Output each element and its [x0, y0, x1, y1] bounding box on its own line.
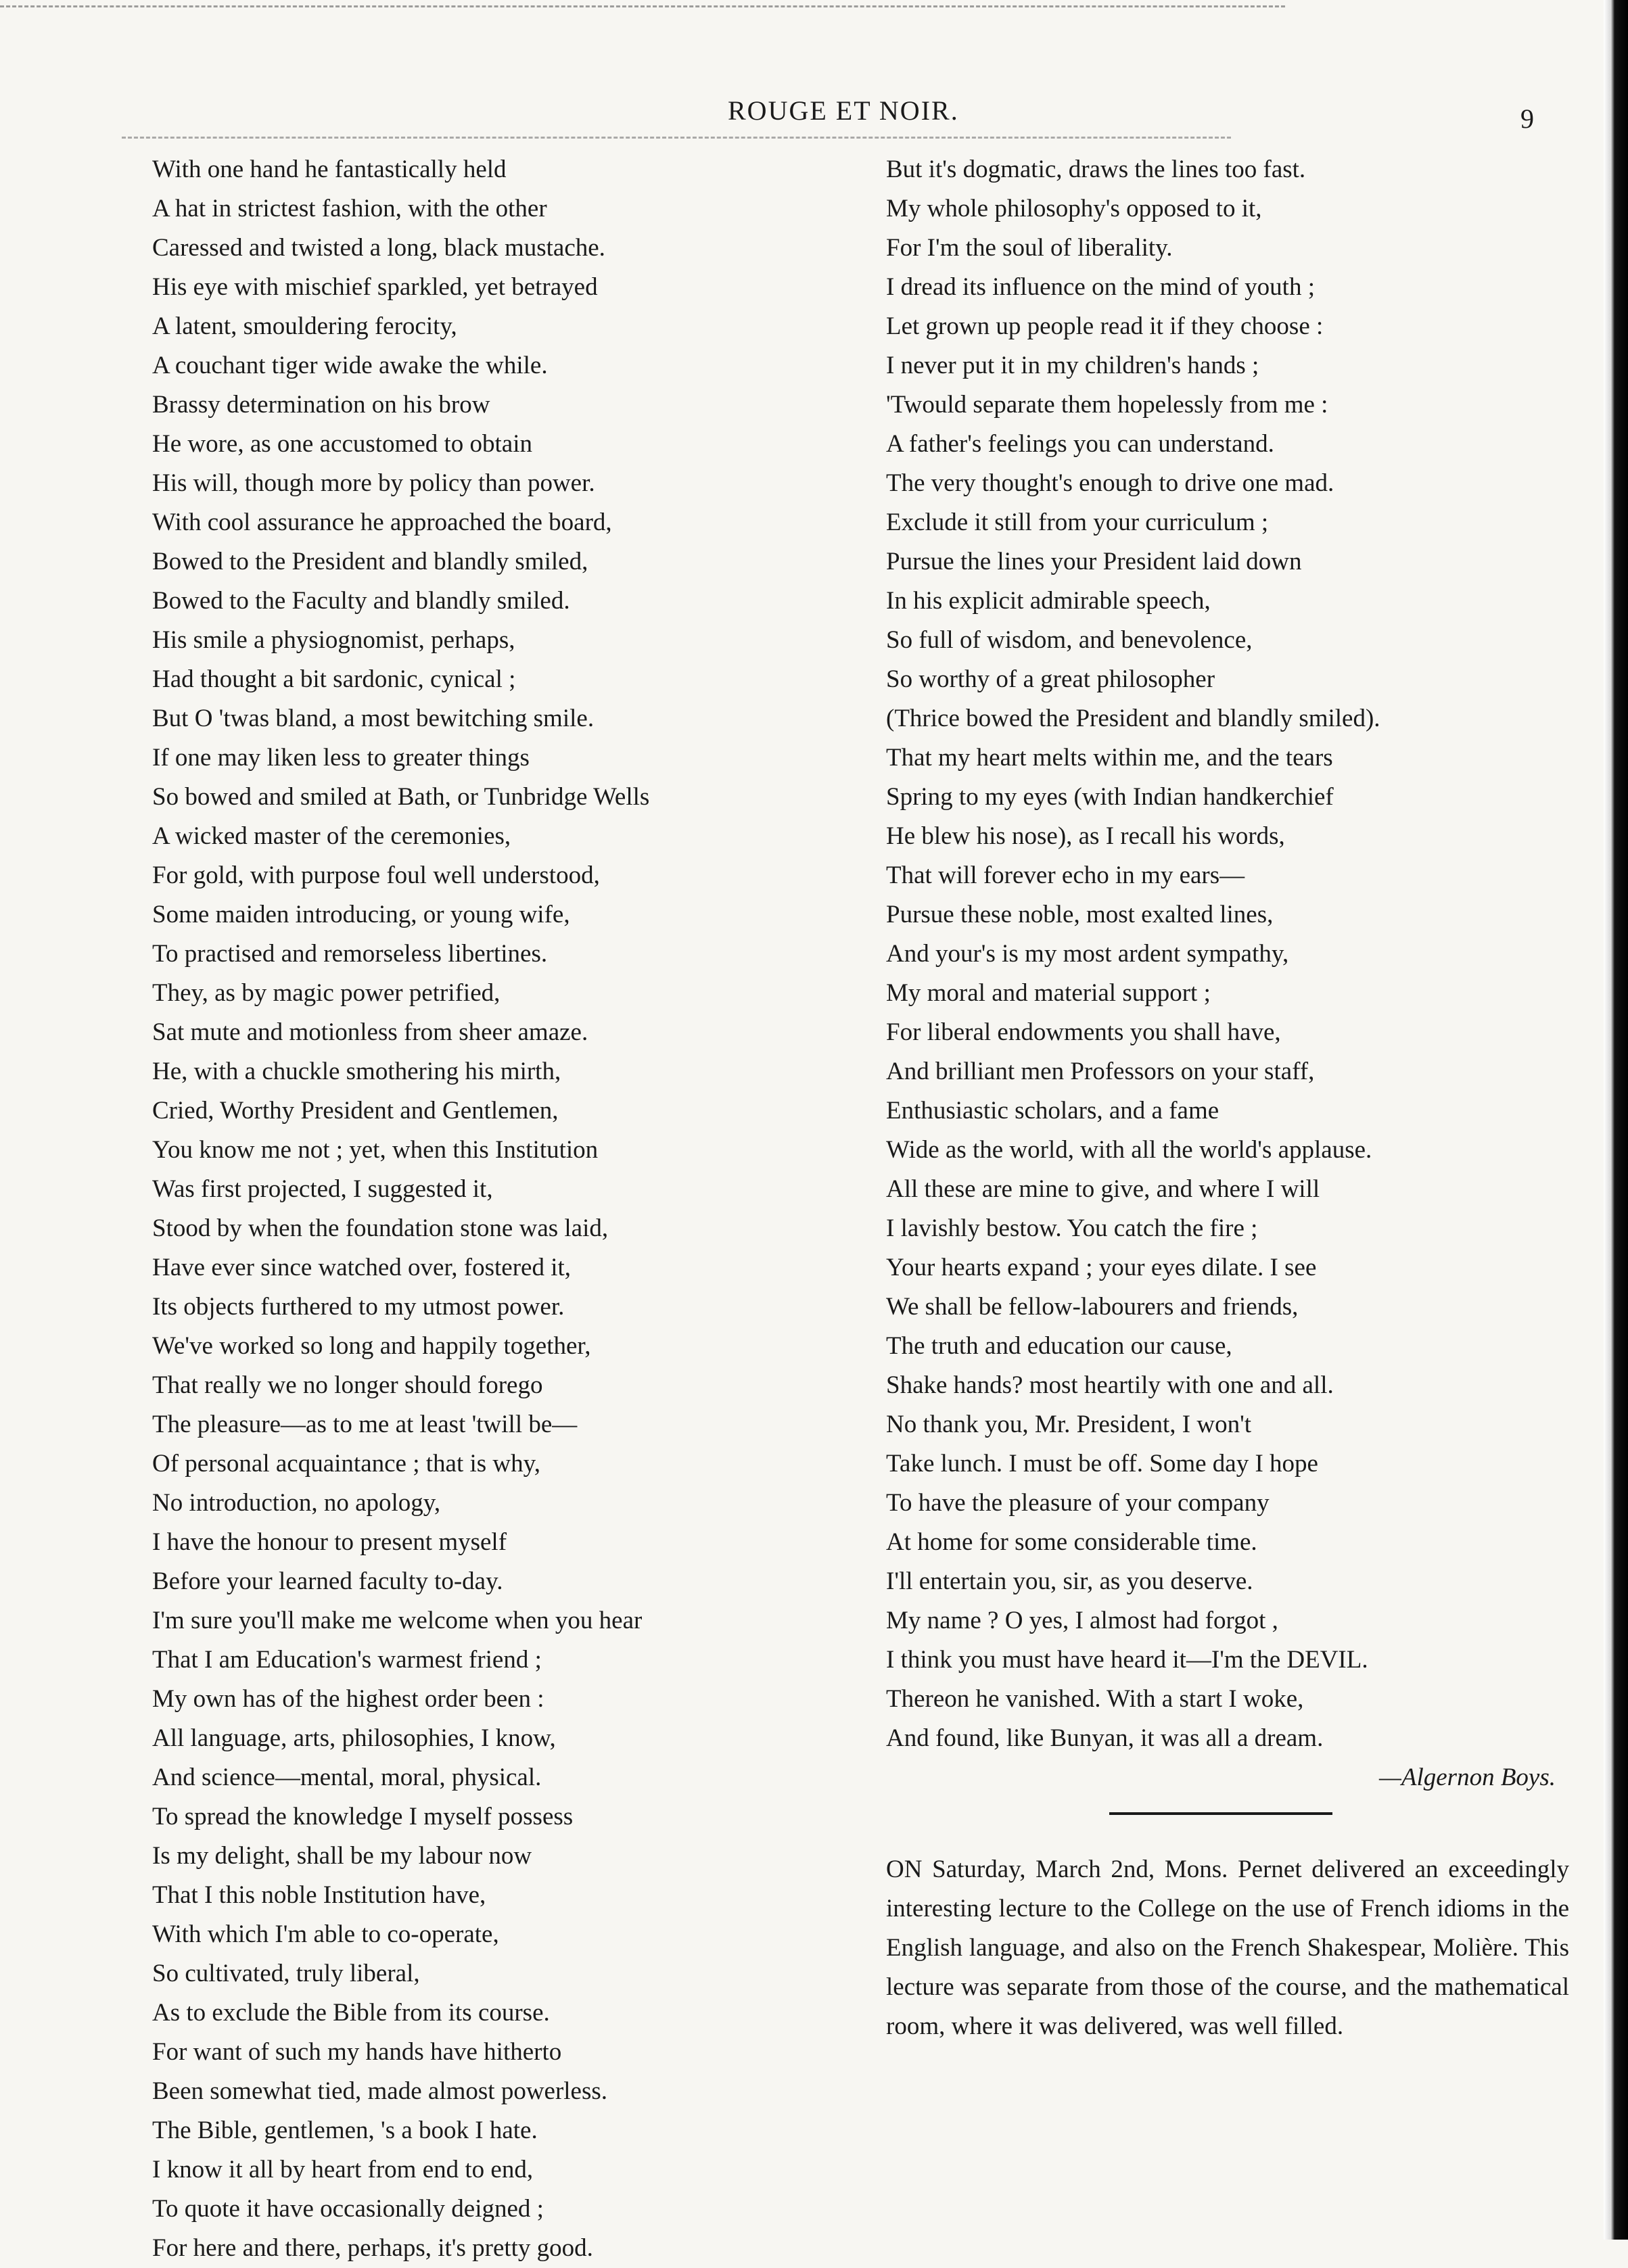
poem-line: He wore, as one accustomed to obtain [152, 430, 533, 458]
poem-line: Before your learned faculty to-day. [152, 1567, 503, 1595]
poem-line: Some maiden introducing, or young wife, [152, 901, 570, 928]
poem-line: I never put it in my children's hands ; [886, 352, 1259, 379]
page-number: 9 [1520, 103, 1534, 134]
page-header [0, 95, 1628, 142]
poem-line: Pursue the lines your President laid down [886, 548, 1302, 575]
poem-line: The very thought's enough to drive one mad. [886, 469, 1334, 497]
poem-line: I dread its influence on the mind of youth ; [886, 273, 1315, 301]
poem-line: All these are mine to give, and where I will [886, 1175, 1320, 1203]
poem-line: I'll entertain you, sir, as you deserve. [886, 1567, 1253, 1595]
poem-line: For want of such my hands have hitherto [152, 2038, 562, 2066]
poem-line: So bowed and smiled at Bath, or Tunbridge Wells [152, 783, 650, 811]
poem-line: Take lunch. I must be off. Some day I hope [886, 1450, 1318, 1478]
poem-line: Bowed to the Faculty and blandly smiled. [152, 587, 570, 615]
poem-line: My moral and material support ; [886, 979, 1211, 1007]
poem-line: But O 'twas bland, a most bewitching smile. [152, 705, 595, 732]
poem-line: Thereon he vanished. With a start I woke, [886, 1685, 1304, 1713]
poem-line: So cultivated, truly liberal, [152, 1960, 420, 1987]
poem-line: For I'm the soul of liberality. [886, 234, 1173, 262]
poem-line: His smile a physiognomist, perhaps, [152, 626, 515, 654]
poem-line: You know me not ; yet, when this Institution [152, 1136, 599, 1164]
poem-line: His will, though more by policy than power. [152, 469, 595, 497]
poem-line: Been somewhat tied, made almost powerless. [152, 2077, 608, 2105]
poem-line: Brassy determination on his brow [152, 391, 490, 419]
poem-line: The pleasure—as to me at least 'twill be— [152, 1411, 578, 1438]
page-binding-edge [1604, 0, 1628, 2240]
poem-right-column [886, 150, 1569, 2046]
poem-line: No thank you, Mr. President, I won't [886, 1411, 1252, 1438]
poem-line: Sat mute and motionless from sheer amaze. [152, 1018, 588, 1046]
poem-line: That my heart melts within me, and the tears [886, 744, 1333, 772]
poem-line: Caressed and twisted a long, black mustache. [152, 234, 605, 262]
poem-line: Wide as the world, with all the world's applause. [886, 1136, 1372, 1164]
header-rule [122, 137, 1231, 139]
poem-line: My whole philosophy's opposed to it, [886, 195, 1262, 222]
poem-line: The Bible, gentlemen, 's a book I hate. [152, 2117, 538, 2144]
poem-line: Pursue these noble, most exalted lines, [886, 901, 1274, 928]
poem-line: As to exclude the Bible from its course. [152, 1999, 550, 2027]
poem-line: And found, like Bunyan, it was all a dream. [886, 1724, 1324, 1752]
poem-line: To practised and remorseless libertines. [152, 940, 548, 968]
lecture-notice: ON Saturday, March 2nd, Mons. Pernet delivered an exceedingly interesting lecture to the College on the use of French idioms in the English language, and also on the French Shakespear, Molière. This lecture was separate from those of the course, and the mathematical room, where it was delivered, was well filled. [886, 1856, 1569, 2040]
poem-line: A hat in strictest fashion, with the other [152, 195, 547, 222]
poem-line: (Thrice bowed the President and blandly smiled). [886, 705, 1380, 732]
poem-line: If one may liken less to greater things [152, 744, 530, 772]
poem-line: And brilliant men Professors on your staff, [886, 1058, 1315, 1085]
poem-line: To have the pleasure of your company [886, 1489, 1270, 1517]
poem-line: To quote it have occasionally deigned ; [152, 2195, 544, 2223]
poem-line: In his explicit admirable speech, [886, 587, 1211, 615]
poem-line: A latent, smouldering ferocity, [152, 312, 457, 340]
poem-line: He, with a chuckle smothering his mirth, [152, 1058, 561, 1085]
poem-left-column [152, 150, 869, 2268]
poem-line: Bowed to the President and blandly smiled, [152, 548, 588, 575]
poem-line: For gold, with purpose foul well understood, [152, 861, 600, 889]
poem-line: My own has of the highest order been : [152, 1685, 544, 1713]
poem-line: That really we no longer should forego [152, 1371, 543, 1399]
poem-line: And your's is my most ardent sympathy, [886, 940, 1289, 968]
poem-line: The truth and education our cause, [886, 1332, 1232, 1360]
poem-attribution: —Algernon Boys. [1378, 1764, 1556, 1791]
poem-line: I'm sure you'll make me welcome when you hear [152, 1607, 643, 1634]
poem-right-lines [886, 150, 1569, 1758]
poem-line: His eye with mischief sparkled, yet betrayed [152, 273, 598, 301]
poem-line: Stood by when the foundation stone was laid, [152, 1214, 609, 1242]
poem-line: So worthy of a great philosopher [886, 665, 1215, 693]
poem-line: I have the honour to present myself [152, 1528, 507, 1556]
poem-line: My name ? O yes, I almost had forgot , [886, 1607, 1278, 1634]
poem-line: That I am Education's warmest friend ; [152, 1646, 542, 1674]
poem-line: And science—mental, moral, physical. [152, 1764, 542, 1791]
poem-line: A father's feelings you can understand. [886, 430, 1274, 458]
poem-line: With one hand he fantastically held [152, 156, 507, 183]
poem-line: He blew his nose), as I recall his words, [886, 822, 1285, 850]
poem-line: I think you must have heard it—I'm the DEVIL. [886, 1646, 1368, 1674]
poem-line: Its objects furthered to my utmost power. [152, 1293, 565, 1321]
poem-line: Exclude it still from your curriculum ; [886, 509, 1269, 536]
poem-line: For liberal endowments you shall have, [886, 1018, 1281, 1046]
section-separator [1109, 1812, 1332, 1815]
poem-line: We shall be fellow-labourers and friends, [886, 1293, 1299, 1321]
poem-line: We've worked so long and happily together, [152, 1332, 591, 1360]
poem-line: Enthusiastic scholars, and a fame [886, 1097, 1219, 1125]
poem-line: That will forever echo in my ears— [886, 861, 1245, 889]
poem-line: So full of wisdom, and benevolence, [886, 626, 1253, 654]
poem-line: For here and there, perhaps, it's pretty good. [152, 2234, 593, 2262]
poem-line: A wicked master of the ceremonies, [152, 822, 511, 850]
poem-line: No introduction, no apology, [152, 1489, 441, 1517]
poem-line: Of personal acquaintance ; that is why, [152, 1450, 540, 1478]
poem-line: Have ever since watched over, fostered it, [152, 1254, 572, 1281]
poem-line: I lavishly bestow. You catch the fire ; [886, 1214, 1258, 1242]
poem-line: Cried, Worthy President and Gentlemen, [152, 1097, 559, 1125]
poem-line: Is my delight, shall be my labour now [152, 1842, 532, 1870]
poem-line: Was first projected, I suggested it, [152, 1175, 493, 1203]
poem-line: Shake hands? most heartily with one and all. [886, 1371, 1334, 1399]
poem-line: With cool assurance he approached the board, [152, 509, 612, 536]
poem-line: I know it all by heart from end to end, [152, 2156, 534, 2183]
scan-edge-marks [0, 5, 1285, 10]
poem-line: Had thought a bit sardonic, cynical ; [152, 665, 516, 693]
poem-line: All language, arts, philosophies, I know, [152, 1724, 556, 1752]
poem-line: 'Twould separate them hopelessly from me : [886, 391, 1328, 419]
poem-line: They, as by magic power petrified, [152, 979, 501, 1007]
poem-line: At home for some considerable time. [886, 1528, 1257, 1556]
running-title: ROUGE ET NOIR. [728, 95, 959, 126]
poem-line: Let grown up people read it if they choose : [886, 312, 1324, 340]
poem-line: Your hearts expand ; your eyes dilate. I see [886, 1254, 1317, 1281]
poem-line: A couchant tiger wide awake the while. [152, 352, 548, 379]
poem-line: But it's dogmatic, draws the lines too fast. [886, 156, 1306, 183]
poem-line: With which I'm able to co-operate, [152, 1920, 499, 1948]
poem-line: Spring to my eyes (with Indian handkerchief [886, 783, 1334, 811]
poem-line: To spread the knowledge I myself possess [152, 1803, 574, 1830]
poem-line: That I this noble Institution have, [152, 1881, 486, 1909]
